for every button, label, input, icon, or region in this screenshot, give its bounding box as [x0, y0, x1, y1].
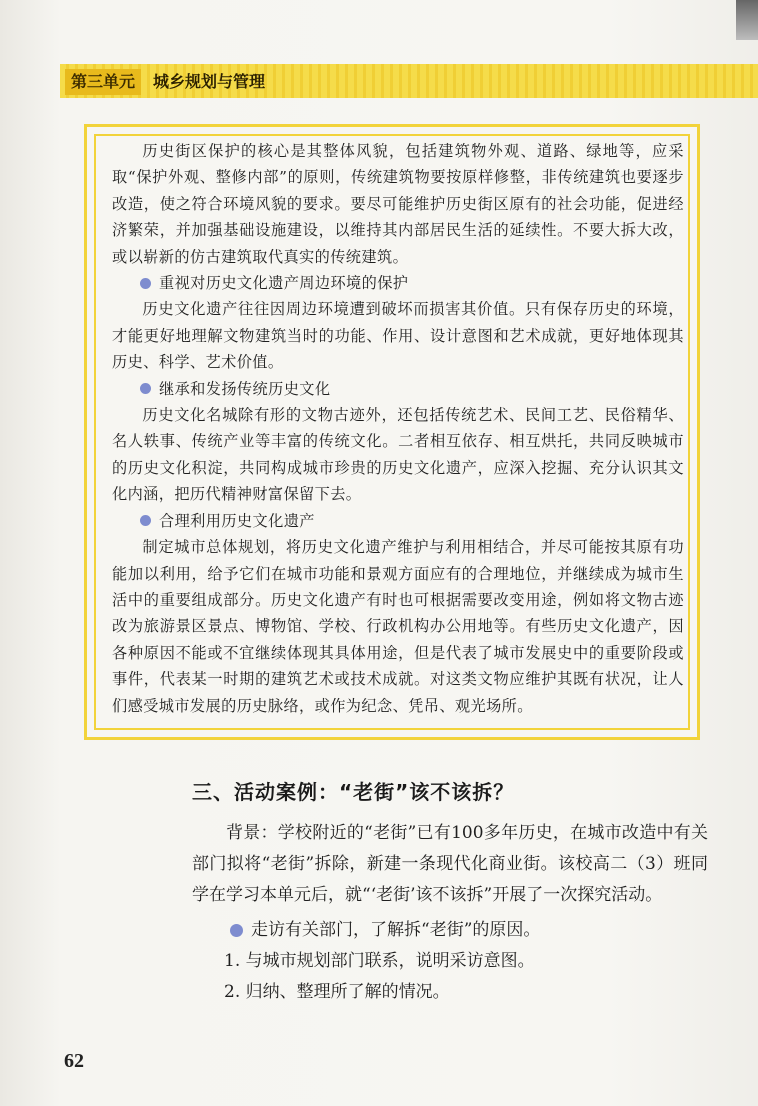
reading-box-content: [112, 138, 684, 719]
box-paragraph-4: 制定城市总体规划，将历史文化遗产维护与利用相结合，并尽可能按其原有功能加以利用，给予它们在城市功能和景观方面应有的合理地位，并继续成为城市生活中的重要组成部分。历史文化遗产有时也可根据需要改变用途，例如将文物古迹改为旅游景区景点、博物馆、学校、行政机构办公用地等。有些历史文化遗产，因各种原因不能或不宜继续体现其具体用途，但是代表了城市发展史中的重要阶段或事件，代表某一时期的建筑艺术或技术成就。对这类文物应维护其既有状况，让人们感受城市发展的历史脉络，或作为纪念、凭吊、观光场所。: [112, 538, 684, 715]
bullet-icon: [140, 515, 151, 526]
page-number: 62: [64, 1050, 84, 1072]
activity-steps: [192, 946, 708, 1008]
activity-task-text: 走访有关部门，了解拆“老街”的原因。: [251, 920, 541, 940]
page-edge-shadow: [736, 0, 758, 40]
activity-step-1: 1. 与城市规划部门联系，说明采访意图。: [224, 951, 535, 971]
box-paragraph-1: 历史街区保护的核心是其整体风貌，包括建筑物外观、道路、绿地等，应采取“保护外观、整修内部”的原则，传统建筑物要按原样修整，非传统建筑也要逐步改造，使之符合环境风貌的要求。要尽可能维护历史街区原有的社会功能，促进经济繁荣，并加强基础设施建设，以维持其内部居民生活的延续性。不要大拆大改，或以崭新的仿古建筑取代真实的传统建筑。: [112, 142, 684, 266]
unit-title: 城乡规划与管理: [153, 72, 266, 91]
box-heading-2: [112, 270, 684, 296]
unit-label: 第三单元: [65, 69, 141, 95]
box-heading-2-text: 重视对历史文化遗产周边环境的保护: [159, 274, 409, 293]
box-paragraph-3: 历史文化名城除有形的文物古迹外，还包括传统艺术、民间工艺、民俗精华、名人轶事、传统产业等丰富的传统文化。二者相互依存、相互烘托，共同反映城市的历史文化积淀，共同构成城市珍贵的历史文化遗产，应深入挖掘、充分认识其文化内涵，把历代精神财富保留下去。: [112, 406, 684, 504]
bullet-icon: [140, 383, 151, 394]
section-title: 三、活动案例：“老街”该不该拆？: [192, 780, 515, 804]
activity-task: [192, 915, 708, 946]
box-paragraph-2: 历史文化遗产往往因周边环境遭到破坏而损害其价值。只有保存历史的环境，才能更好地理解文物建筑当时的功能、作用、设计意图和艺术成就，更好地体现其历史、科学、艺术价值。: [112, 300, 684, 372]
bullet-icon: [140, 278, 151, 289]
box-heading-3-text: 继承和发扬传统历史文化: [159, 379, 331, 398]
box-heading-4-text: 合理利用历史文化遗产: [159, 511, 315, 530]
activity-step-2: 2. 归纳、整理所了解的情况。: [224, 982, 450, 1002]
bullet-icon: [230, 924, 243, 937]
box-heading-3: [112, 376, 684, 402]
activity-background: 背景：学校附近的“老街”已有100多年历史，在城市改造中有关部门拟将“老街”拆除，新建一条现代化商业街。该校高二（3）班同学在学习本单元后，就“‘老街’该不该拆”开展了一次探究活动。: [192, 823, 708, 905]
box-heading-4: [112, 508, 684, 534]
activity-content: [192, 818, 708, 1008]
